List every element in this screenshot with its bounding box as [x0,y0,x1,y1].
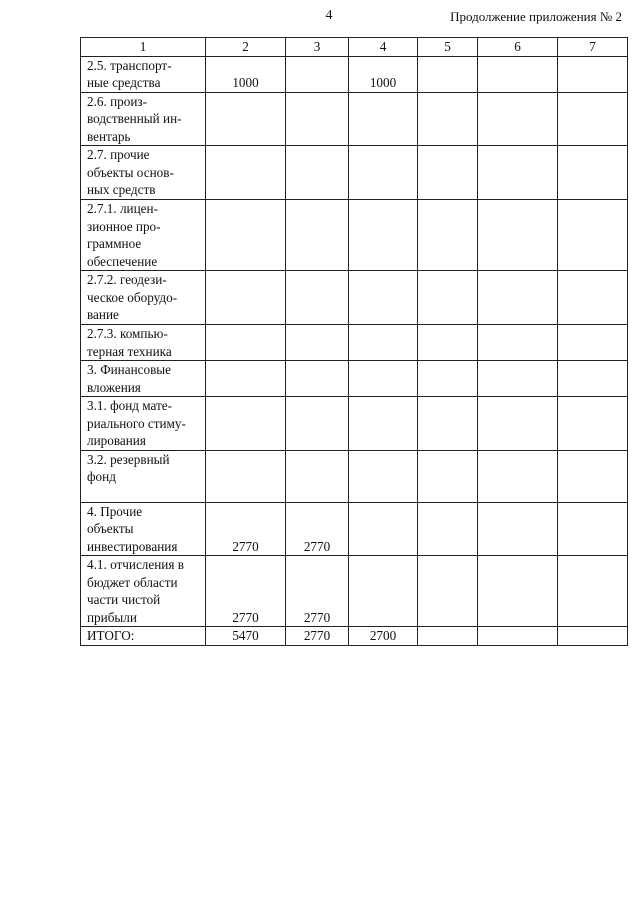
value-cell [349,325,418,361]
row-label-line: лирования [87,433,146,448]
value-cell: 1000 [349,56,418,92]
value-cell [558,450,628,502]
value-cell: 2770 [206,556,286,627]
value-cell [349,361,418,397]
value-cell [349,146,418,200]
value-cell [478,56,558,92]
value-cell [558,92,628,146]
row-label [81,325,206,361]
row-label-line: ческое оборудо- [87,289,178,305]
value-cell [286,92,349,146]
row-label-line: бюджет области [87,574,178,590]
value-cell [478,146,558,200]
value-cell [478,502,558,556]
row-label-line: 3.1. фонд мате- [87,398,173,413]
value-cell [418,361,478,397]
column-header: 3 [286,38,349,57]
row-label [81,450,206,502]
value-cell [478,627,558,646]
table-row [81,56,628,92]
row-label-line: 2.7.1. лицен- [87,201,158,216]
value-cell: 2770 [206,502,286,556]
value-cell [286,325,349,361]
table-row [81,200,628,271]
value-cell [206,271,286,325]
value-cell [558,361,628,397]
table-row [81,361,628,397]
value-cell [478,325,558,361]
row-label [81,271,206,325]
row-label-line: части чистой [87,592,161,607]
row-label [81,361,206,397]
value-cell [349,397,418,451]
row-label-line: 2.5. транспорт- [87,57,172,73]
value-cell [206,146,286,200]
row-label [81,56,206,92]
row-label-line: 4.1. отчисления в [87,557,184,572]
row-label-line: прибыли [87,609,137,625]
total-row [81,627,628,646]
value-cell [418,397,478,451]
value-cell [478,556,558,627]
value-cell [418,146,478,200]
row-label-line: обеспечение [87,253,158,269]
row-label-line: объекты основ- [87,164,174,180]
row-label-line: вложения [87,379,141,395]
row-label-line: ные средства [87,75,161,90]
value-cell [286,397,349,451]
value-cell [478,92,558,146]
value-cell [349,200,418,271]
value-cell [418,556,478,627]
row-label-line: 4. Прочие [87,503,143,519]
value-cell: 5470 [206,627,286,646]
row-label [81,200,206,271]
value-cell [206,200,286,271]
value-cell [286,200,349,271]
column-header: 5 [418,38,478,57]
row-label-line: 2.7. прочие [87,147,150,162]
value-cell [558,56,628,92]
row-label [81,556,206,627]
value-cell [558,325,628,361]
table-row [81,556,628,627]
value-cell [206,325,286,361]
value-cell: 1000 [206,56,286,92]
value-cell [349,450,418,502]
value-cell [418,56,478,92]
row-label-line: риального стиму- [87,415,186,431]
value-cell [349,92,418,146]
table-row [81,502,628,556]
value-cell [418,450,478,502]
value-cell [206,397,286,451]
table-header-row [81,38,628,57]
value-cell: 2700 [349,627,418,646]
value-cell: 2770 [286,627,349,646]
column-header: 4 [349,38,418,57]
column-header: 2 [206,38,286,57]
value-cell [206,450,286,502]
value-cell [558,556,628,627]
row-label-line: зионное про- [87,218,161,234]
value-cell [349,502,418,556]
row-label-line: граммное [87,236,142,251]
column-header: 6 [478,38,558,57]
row-label [81,92,206,146]
row-label-line: ных средств [87,182,156,197]
row-label-line: ИТОГО: [87,628,135,643]
row-label-line: вентарь [87,128,131,144]
table-row [81,397,628,451]
row-label [81,397,206,451]
value-cell [418,325,478,361]
value-cell [286,450,349,502]
value-cell [558,397,628,451]
value-cell [478,450,558,502]
row-label-line: вание [87,307,119,322]
row-label-line: терная техника [87,343,172,359]
row-label [81,146,206,200]
table-row [81,92,628,146]
continuation-title: Продолжение приложения № 2 [450,9,622,24]
value-cell [206,361,286,397]
value-cell [418,271,478,325]
value-cell [558,627,628,646]
value-cell [418,502,478,556]
value-cell [558,200,628,271]
value-cell [418,200,478,271]
row-label [81,502,206,556]
row-label [81,627,206,646]
value-cell: 2770 [286,556,349,627]
row-label-line: инвестирования [87,538,178,554]
value-cell [286,56,349,92]
value-cell [349,556,418,627]
table-row [81,146,628,200]
value-cell [286,271,349,325]
value-cell [349,271,418,325]
row-label-line: объекты [87,521,134,536]
row-label-line: 2.7.3. компью- [87,326,168,341]
value-cell [558,146,628,200]
table-row [81,450,628,502]
page-number: 4 [325,8,333,23]
row-label-line: фонд [87,469,116,484]
row-label-line: 3. Финансовые [87,362,172,377]
value-cell [478,200,558,271]
table-row [81,271,628,325]
column-header: 7 [558,38,628,57]
column-header: 1 [81,38,206,57]
value-cell [286,146,349,200]
row-label-line: 3.2. резервный [87,451,170,467]
row-label-line: 2.6. произ- [87,93,147,109]
value-cell [418,627,478,646]
row-label-line: водственный ин- [87,111,182,126]
report-table [80,37,628,646]
value-cell [478,397,558,451]
value-cell [206,92,286,146]
value-cell [418,92,478,146]
table-row [81,325,628,361]
row-label-line: 2.7.2. геодези- [87,272,167,287]
value-cell [478,271,558,325]
value-cell [558,271,628,325]
value-cell [558,502,628,556]
value-cell [286,361,349,397]
value-cell [478,361,558,397]
value-cell: 2770 [286,502,349,556]
table-body [81,38,628,646]
